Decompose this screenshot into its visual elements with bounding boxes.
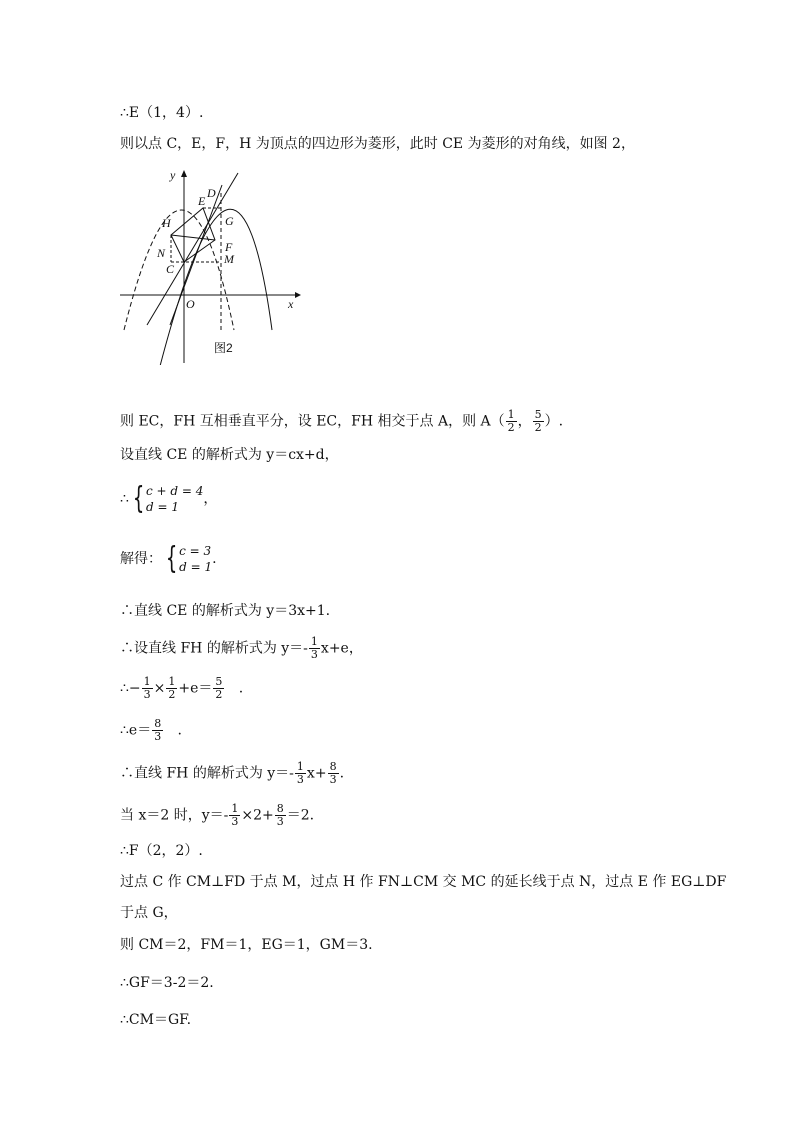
brace-icon: { — [165, 541, 178, 576]
system-row: d = 1 — [146, 500, 180, 514]
frac-den: 3 — [276, 815, 284, 828]
text-x2-c: ＝2. — [286, 807, 315, 824]
line-perpendicular-bisect — [120, 409, 563, 434]
label-n: N — [157, 246, 166, 260]
frac-num: 1 — [310, 635, 318, 648]
fraction-one-half — [506, 409, 517, 434]
frac-num: 8 — [329, 760, 337, 773]
fraction-eight-third — [275, 803, 286, 828]
text-gf: ∴GF＝3-2＝2. — [120, 975, 214, 991]
fraction-eight-third — [152, 718, 163, 743]
text-therefore: ∴ — [120, 491, 129, 507]
label-f: F — [225, 240, 233, 254]
line-e-value — [120, 718, 182, 743]
x-axis-arrow — [295, 292, 301, 298]
line-cm-gf — [120, 1010, 191, 1030]
frac-den: 2 — [168, 688, 176, 701]
system-rows — [146, 483, 203, 515]
text-comma: ， — [203, 491, 218, 507]
text-period: . — [212, 551, 217, 567]
brace-icon: { — [132, 481, 145, 516]
figure-2 — [112, 165, 312, 365]
text-e-a: ∴e＝ — [120, 722, 152, 739]
frac-num: 1 — [168, 675, 176, 688]
frac-den: 3 — [154, 730, 162, 743]
text-set-fh-b: x+e， — [320, 640, 363, 657]
line-ce-result — [120, 601, 330, 621]
frac-den: 2 — [534, 421, 542, 434]
label-o: O — [186, 297, 195, 311]
line-point-g — [120, 903, 178, 923]
frac-den: 3 — [329, 773, 337, 786]
frac-num: 5 — [534, 408, 542, 421]
fraction-eight-third — [328, 761, 339, 786]
text-sub-b: × — [153, 680, 166, 697]
rhombus-chef — [171, 208, 215, 262]
label-c: C — [166, 262, 175, 276]
text-point-f: ∴F（2，2）. — [120, 843, 203, 859]
line-construction — [120, 872, 726, 892]
line-point-e — [120, 103, 203, 123]
fraction-one-third — [229, 803, 240, 828]
text-ce-result: ∴直线 CE 的解析式为 y＝3x+1. — [120, 603, 331, 619]
fraction-one-third — [309, 636, 320, 661]
text-solve: 解得： — [120, 551, 162, 567]
frac-den: 3 — [143, 688, 151, 701]
line-gf — [120, 973, 214, 993]
frac-num: 1 — [231, 802, 239, 815]
fraction-one-third — [142, 676, 153, 701]
label-e: E — [198, 194, 206, 208]
text-sub-c: +e＝ — [178, 680, 213, 697]
frac-den: 2 — [507, 421, 515, 434]
fraction-one-half — [166, 676, 177, 701]
system-row: c = 3 — [179, 544, 212, 558]
text-x2-a: 当 x＝2 时，y＝- — [120, 807, 229, 824]
text-sub-a: ∴− — [120, 680, 141, 697]
line-set-fh — [120, 636, 363, 661]
frac-num: 1 — [296, 760, 304, 773]
line-x-equals-2 — [120, 803, 314, 828]
diag-fh — [171, 235, 215, 240]
text-sub-d: . — [225, 680, 244, 697]
line-point-f — [120, 841, 203, 861]
line-lengths — [120, 935, 373, 955]
text-perp-b: ， — [517, 413, 532, 430]
label-m: M — [224, 252, 234, 266]
figure-caption: 图2 — [214, 341, 233, 355]
text-perp-c: ）. — [544, 413, 564, 430]
equation-system-2 — [162, 543, 212, 575]
line-fh-result — [120, 761, 344, 786]
text-rhombus-statement: 则以点 C，E，F，H 为顶点的四边形为菱形，此时 CE 为菱形的对角线，如图 2， — [120, 136, 635, 152]
label-y: y — [170, 168, 176, 182]
system-rows — [179, 543, 212, 575]
line-system-2 — [120, 543, 217, 575]
text-fh-b: x+ — [306, 765, 327, 782]
fraction-five-half — [213, 676, 224, 701]
fraction-one-third — [295, 761, 306, 786]
frac-den: 3 — [310, 648, 318, 661]
frac-num: 5 — [215, 675, 223, 688]
text-cm-gf: ∴CM＝GF. — [120, 1012, 192, 1028]
label-x: x — [288, 297, 294, 311]
text-e-b: . — [164, 722, 183, 739]
fraction-five-half — [533, 409, 544, 434]
label-h: H — [162, 216, 171, 230]
system-row: d = 1 — [179, 560, 213, 574]
line-substitute — [120, 676, 243, 701]
text-point-g: 于点 G， — [120, 905, 178, 921]
label-d: D — [207, 186, 216, 200]
frac-den: 2 — [215, 688, 223, 701]
text-fh-a: ∴直线 FH 的解析式为 y＝- — [120, 765, 294, 782]
frac-den: 3 — [296, 773, 304, 786]
line-set-ce — [120, 445, 339, 465]
text-set-fh-a: ∴设直线 FH 的解析式为 y＝- — [120, 640, 308, 657]
line-rhombus-statement — [120, 134, 635, 154]
text-lengths: 则 CM＝2，FM＝1，EG＝1，GM＝3. — [120, 937, 373, 953]
text-set-ce: 设直线 CE 的解析式为 y＝cx+d， — [120, 447, 339, 463]
frac-den: 3 — [231, 815, 239, 828]
frac-num: 1 — [143, 675, 151, 688]
equation-system-1 — [129, 483, 204, 515]
text-point-e: ∴E（1，4）. — [120, 105, 204, 121]
text-x2-b: ×2+ — [241, 807, 274, 824]
frac-num: 8 — [276, 802, 284, 815]
label-g: G — [225, 214, 234, 228]
system-row: c + d = 4 — [146, 484, 204, 498]
frac-num: 8 — [154, 717, 162, 730]
text-construction: 过点 C 作 CM⊥FD 于点 M，过点 H 作 FN⊥CM 交 MC 的延长线于点 N，过点 E 作 EG⊥DF — [120, 874, 727, 890]
line-system-1 — [120, 483, 217, 515]
frac-num: 1 — [507, 408, 515, 421]
text-fh-c: . — [339, 765, 345, 782]
text-perp-a: 则 EC，FH 互相垂直平分，设 EC，FH 相交于点 A，则 A（ — [120, 413, 505, 430]
y-axis-arrow — [181, 170, 187, 177]
